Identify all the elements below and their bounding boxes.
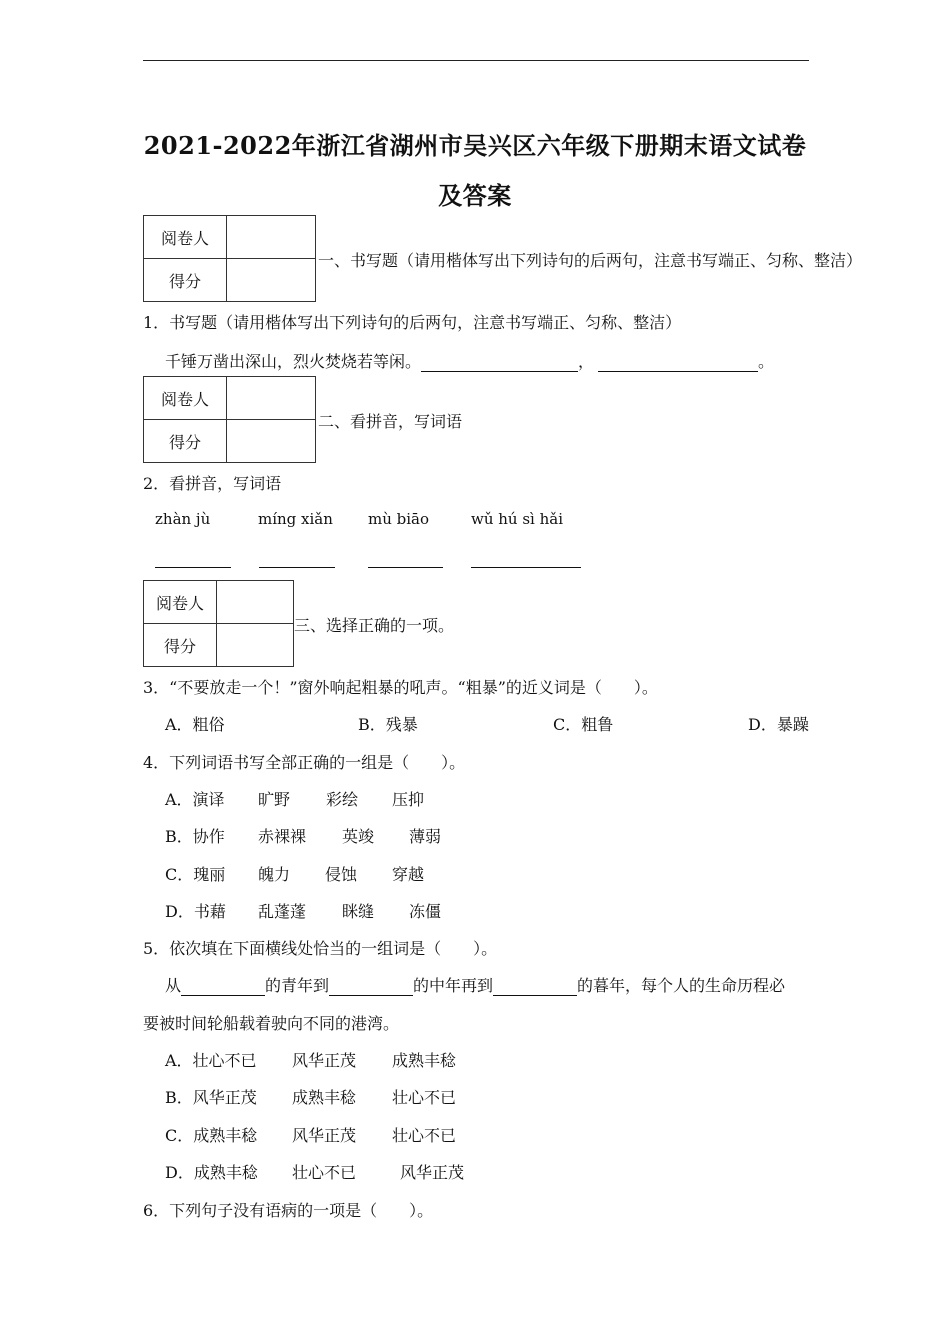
question-2-stem: 2．看拼音，写词语 xyxy=(143,474,282,493)
poem-period: 。 xyxy=(758,352,775,371)
pinyin-1: zhàn jù xyxy=(155,510,211,528)
q4-option-d-word-2: 乱蓬蓬 xyxy=(258,902,307,921)
q3-option-b[interactable]: B．残暴 xyxy=(358,715,418,734)
answer-blank-2[interactable] xyxy=(598,353,758,372)
question-6-stem: 6．下列句子没有语病的一项是（ ）。 xyxy=(143,1201,434,1220)
score-blank[interactable] xyxy=(217,624,294,667)
q5-option-c[interactable]: C．成熟丰稔 xyxy=(165,1126,258,1145)
q5-blank-3[interactable] xyxy=(493,977,577,996)
score-blank[interactable] xyxy=(227,259,316,302)
q5-passage-part-b: 的青年到 xyxy=(265,976,330,995)
q5-option-d[interactable]: D．成熟丰稔 xyxy=(165,1163,258,1182)
q5-option-d-word-3: 风华正茂 xyxy=(400,1163,465,1182)
pinyin-answer-line-3[interactable] xyxy=(368,567,443,568)
q3-option-c[interactable]: C．粗鲁 xyxy=(553,715,614,734)
question-3-stem: 3．“不要放走一个！”窗外响起粗暴的吼声。“粗暴”的近义词是（ ）。 xyxy=(143,678,658,697)
poem-comma: ， xyxy=(578,352,595,371)
q5-option-a-word-2: 风华正茂 xyxy=(292,1051,357,1070)
q5-option-a-word-3: 成熟丰稔 xyxy=(392,1051,457,1070)
q5-passage-line-1 xyxy=(165,973,785,996)
pinyin-answer-line-2[interactable] xyxy=(259,567,335,568)
q4-option-c-word-3: 侵蚀 xyxy=(325,865,358,884)
q4-option-c-word-4: 穿越 xyxy=(392,865,425,884)
score-blank[interactable] xyxy=(227,420,316,463)
q5-option-a[interactable]: A．壮心不已 xyxy=(165,1051,257,1070)
q5-passage-line-2: 要被时间轮船载着驶向不同的港湾。 xyxy=(143,1014,400,1033)
q4-option-b[interactable]: B．协作 xyxy=(165,827,225,846)
q5-option-c-word-2: 风华正茂 xyxy=(292,1126,357,1145)
reviewer-blank[interactable] xyxy=(227,216,316,259)
q4-option-d[interactable]: D．书藉 xyxy=(165,902,226,921)
pinyin-answer-line-4[interactable] xyxy=(471,567,581,568)
q5-option-b[interactable]: B．风华正茂 xyxy=(165,1088,257,1107)
q5-option-b-word-2: 成熟丰稔 xyxy=(292,1088,357,1107)
grader-table-2 xyxy=(143,376,316,463)
reviewer-label: 阅卷人 xyxy=(144,216,227,259)
section-2-heading: 二、看拼音，写词语 xyxy=(318,412,463,431)
page-title-line2: 及答案 xyxy=(438,181,512,210)
question-1-stem: 1．书写题（请用楷体写出下列诗句的后两句，注意书写端正、匀称、整洁） xyxy=(143,313,682,332)
grader-table-3 xyxy=(143,580,294,667)
q4-option-a[interactable]: A．演译 xyxy=(165,790,225,809)
q5-option-c-word-3: 壮心不已 xyxy=(392,1126,457,1145)
q4-option-c-word-2: 魄力 xyxy=(258,865,291,884)
q5-option-d-word-2: 壮心不已 xyxy=(292,1163,357,1182)
section-1-heading: 一、书写题（请用楷体写出下列诗句的后两句，注意书写端正、匀称、整洁） xyxy=(318,251,863,270)
q5-passage-part-a: 从 xyxy=(165,976,182,995)
q4-option-a-word-3: 彩绘 xyxy=(326,790,359,809)
grader-table-1 xyxy=(143,215,316,302)
q4-option-b-word-4: 薄弱 xyxy=(409,827,442,846)
q3-option-a[interactable]: A．粗俗 xyxy=(165,715,225,734)
reviewer-label: 阅卷人 xyxy=(144,581,217,624)
pinyin-2: míng xiǎn xyxy=(258,510,333,528)
q5-blank-1[interactable] xyxy=(181,977,265,996)
score-label: 得分 xyxy=(144,624,217,667)
reviewer-blank[interactable] xyxy=(227,377,316,420)
score-label: 得分 xyxy=(144,259,227,302)
q5-blank-2[interactable] xyxy=(329,977,413,996)
q5-option-b-word-3: 壮心不已 xyxy=(392,1088,457,1107)
score-label: 得分 xyxy=(144,420,227,463)
question-5-stem: 5．依次填在下面横线处恰当的一组词是（ ）。 xyxy=(143,939,498,958)
pinyin-answer-line-1[interactable] xyxy=(155,567,231,568)
page-title: 2021-2022年浙江省湖州市吴兴区六年级下册期末语文试卷 xyxy=(143,131,807,160)
header-rule xyxy=(143,60,809,61)
question-1-poem-line xyxy=(165,349,774,372)
pinyin-3: mù biāo xyxy=(368,510,430,528)
q4-option-a-word-4: 压抑 xyxy=(392,790,425,809)
question-4-stem: 4．下列词语书写全部正确的一组是（ ）。 xyxy=(143,753,466,772)
reviewer-blank[interactable] xyxy=(217,581,294,624)
q5-passage-part-d: 的暮年，每个人的生命历程必 xyxy=(577,976,786,995)
q4-option-a-word-2: 旷野 xyxy=(258,790,291,809)
reviewer-label: 阅卷人 xyxy=(144,377,227,420)
q3-option-d[interactable]: D．暴躁 xyxy=(748,715,809,734)
q4-option-d-word-3: 眯缝 xyxy=(342,902,375,921)
q5-passage-part-c: 的中年再到 xyxy=(413,976,494,995)
poem-text: 千锤万凿出深山，烈火焚烧若等闲。 xyxy=(165,352,422,371)
q4-option-d-word-4: 冻僵 xyxy=(409,902,442,921)
pinyin-4: wǔ hú sì hǎi xyxy=(471,510,564,528)
section-3-heading: 三、选择正确的一项。 xyxy=(294,616,455,635)
q4-option-b-word-2: 赤裸裸 xyxy=(258,827,307,846)
q4-option-c[interactable]: C．瑰丽 xyxy=(165,865,226,884)
answer-blank-1[interactable] xyxy=(421,353,578,372)
q4-option-b-word-3: 英竣 xyxy=(342,827,375,846)
